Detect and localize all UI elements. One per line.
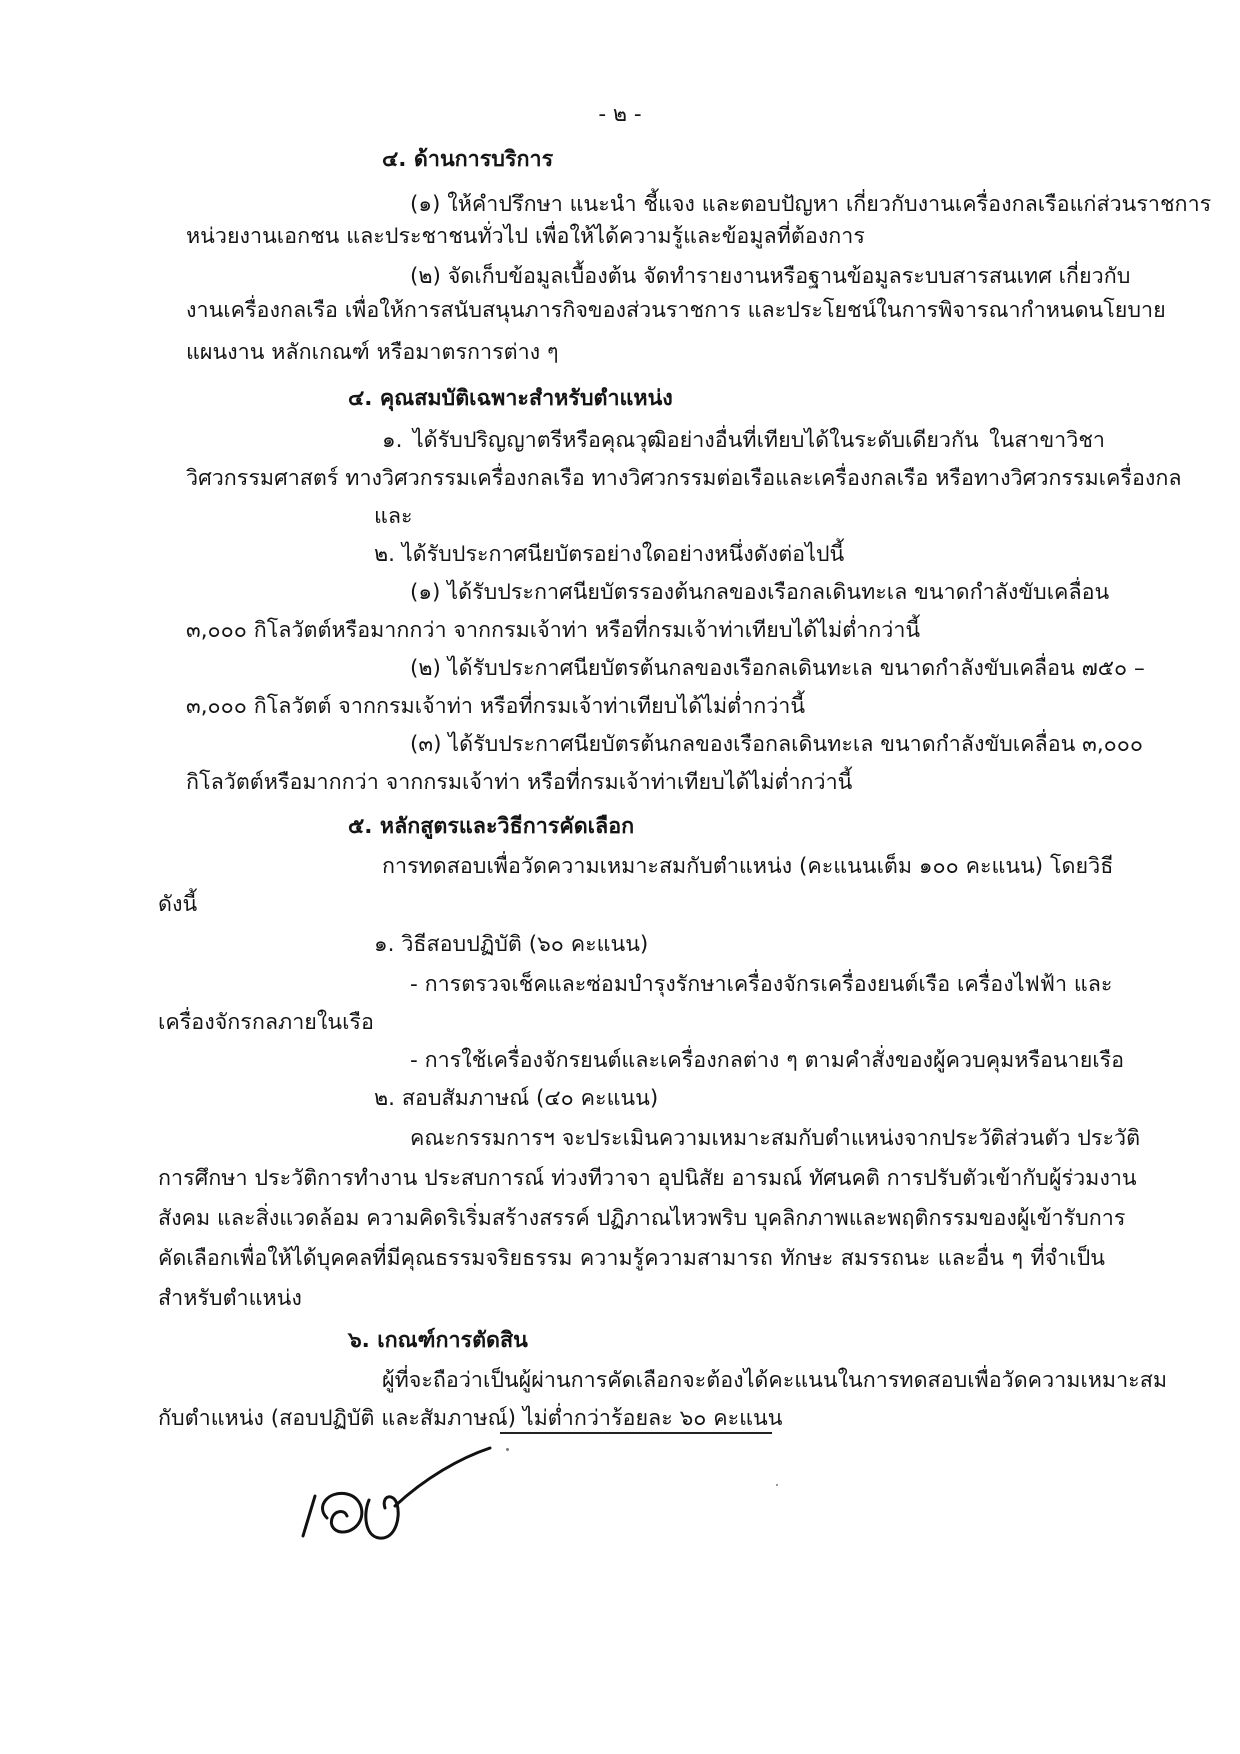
method-1-item-b: - การใช้เครื่องจักรยนต์และเครื่องกลต่าง ๆ ตามคำสั่งของผู้ควบคุมหรือนายเรือ — [410, 1048, 1125, 1073]
section-5-intro-line-2: ดังนี้ — [158, 892, 198, 917]
handwritten-initials-signature — [285, 1418, 515, 1568]
qualification-2-3-line-1: (๓) ได้รับประกาศนียบัตรต้นกลของเรือกลเดินทะเล ขนาดกำลังขับเคลื่อน ๓,๐๐๐ — [410, 732, 1144, 757]
method-2: ๒. สอบสัมภาษณ์ (๔๐ คะแนน) — [374, 1086, 659, 1111]
section-qualifications-heading: ๔. คุณสมบัติเฉพาะสำหรับตำแหน่ง — [348, 386, 673, 411]
section-6-line-1: ผู้ที่จะถือว่าเป็นผู้ผ่านการคัดเลือกจะต้องได้คะแนนในการทดสอบเพื่อวัดความเหมาะสม — [382, 1368, 1167, 1393]
service-item-1-line-1: (๑) ให้คำปรึกษา แนะนำ ชี้แจง และตอบปัญหา เกี่ยวกับงานเครื่องกลเรือแก่ส่วนราชการ — [410, 192, 1212, 217]
scan-speck — [776, 1484, 778, 1486]
section-6-heading: ๖. เกณฑ์การตัดสิน — [348, 1328, 528, 1353]
section-5-intro-line-1: การทดสอบเพื่อวัดความเหมาะสมกับตำแหน่ง (คะแนนเต็ม ๑๐๐ คะแนน) โดยวิธี — [382, 854, 1114, 879]
qualification-2-2-line-2: ๓,๐๐๐ กิโลวัตต์ จากกรมเจ้าท่า หรือที่กรมเจ้าท่าเทียบได้ไม่ต่ำกว่านี้ — [186, 694, 806, 719]
section-6-line-2: กับตำแหน่ง (สอบปฏิบัติ และสัมภาษณ์) ไม่ต่ำกว่าร้อยละ ๖๐ คะแนน — [158, 1406, 783, 1431]
method-2-line-1: คณะกรรมการฯ จะประเมินความเหมาะสมกับตำแหน่งจากประวัติส่วนตัว ประวัติ — [410, 1126, 1141, 1151]
qualification-1-line-1: ๑. ได้รับปริญญาตรีหรือคุณวุฒิอย่างอื่นที่เทียบได้ในระดับเดียวกัน ในสาขาวิชา — [382, 428, 1105, 453]
closing-rule — [500, 1432, 772, 1434]
section-5-heading: ๕. หลักสูตรและวิธีการคัดเลือก — [348, 814, 635, 839]
method-2-line-4: คัดเลือกเพื่อให้ได้บุคคลที่มีคุณธรรมจริยธรรม ความรู้ความสามารถ ทักษะ สมรรถนะ และอื่น ๆ ที่จำเป็น — [158, 1246, 1105, 1271]
service-item-2-line-2: งานเครื่องกลเรือ เพื่อให้การสนับสนุนภารกิจของส่วนราชการ และประโยชน์ในการพิจารณากำหนดนโยบาย — [186, 298, 1166, 323]
qualification-1-line-3: และ — [374, 504, 413, 529]
qualification-1-line-2: วิศวกรรมศาสตร์ ทางวิศวกรรมเครื่องกลเรือ ทางวิศวกรรมต่อเรือและเครื่องกลเรือ หรือทางวิศวกรรมเครื่องกล — [186, 466, 1182, 491]
method-1: ๑. วิธีสอบปฏิบัติ (๖๐ คะแนน) — [374, 932, 649, 957]
service-item-2-line-3: แผนงาน หลักเกณฑ์ หรือมาตรการต่าง ๆ — [186, 340, 559, 365]
section-service-heading: ๔. ด้านการบริการ — [382, 147, 554, 172]
method-2-line-5: สำหรับตำแหน่ง — [158, 1286, 302, 1311]
qualification-2-3-line-2: กิโลวัตต์หรือมากกว่า จากกรมเจ้าท่า หรือที่กรมเจ้าท่าเทียบได้ไม่ต่ำกว่านี้ — [186, 770, 853, 795]
method-1-item-a-line-1: - การตรวจเช็คและซ่อมบำรุงรักษาเครื่องจักรเครื่องยนต์เรือ เครื่องไฟฟ้า และ — [410, 972, 1113, 997]
qualification-2-2-line-1: (๒) ได้รับประกาศนียบัตรต้นกลของเรือกลเดินทะเล ขนาดกำลังขับเคลื่อน ๗๕๐ – — [410, 656, 1145, 681]
qualification-2: ๒. ได้รับประกาศนียบัตรอย่างใดอย่างหนึ่งดังต่อไปนี้ — [374, 542, 845, 567]
scan-speck — [506, 1448, 509, 1451]
method-1-item-a-line-2: เครื่องจักรกลภายในเรือ — [158, 1010, 374, 1035]
method-2-line-2: การศึกษา ประวัติการทำงาน ประสบการณ์ ท่วงทีวาจา อุปนิสัย อารมณ์ ทัศนคติ การปรับตัวเข้ากับผู้ร่วมงาน — [158, 1166, 1137, 1191]
service-item-2-line-1: (๒) จัดเก็บข้อมูลเบื้องต้น จัดทำรายงานหรือฐานข้อมูลระบบสารสนเทศ เกี่ยวกับ — [410, 264, 1131, 289]
method-2-line-3: สังคม และสิ่งแวดล้อม ความคิดริเริ่มสร้างสรรค์ ปฏิภาณไหวพริบ บุคลิกภาพและพฤติกรรมของผู้เข้ารับการ — [158, 1206, 1126, 1231]
qualification-2-1-line-1: (๑) ได้รับประกาศนียบัตรรองต้นกลของเรือกลเดินทะเล ขนาดกำลังขับเคลื่อน — [410, 580, 1110, 605]
service-item-1-line-2: หน่วยงานเอกชน และประชาชนทั่วไป เพื่อให้ได้ความรู้และข้อมูลที่ต้องการ — [186, 224, 865, 249]
qualification-2-1-line-2: ๓,๐๐๐ กิโลวัตต์หรือมากกว่า จากกรมเจ้าท่า หรือที่กรมเจ้าท่าเทียบได้ไม่ต่ำกว่านี้ — [186, 618, 921, 643]
page-number: - ๒ - — [598, 102, 642, 127]
